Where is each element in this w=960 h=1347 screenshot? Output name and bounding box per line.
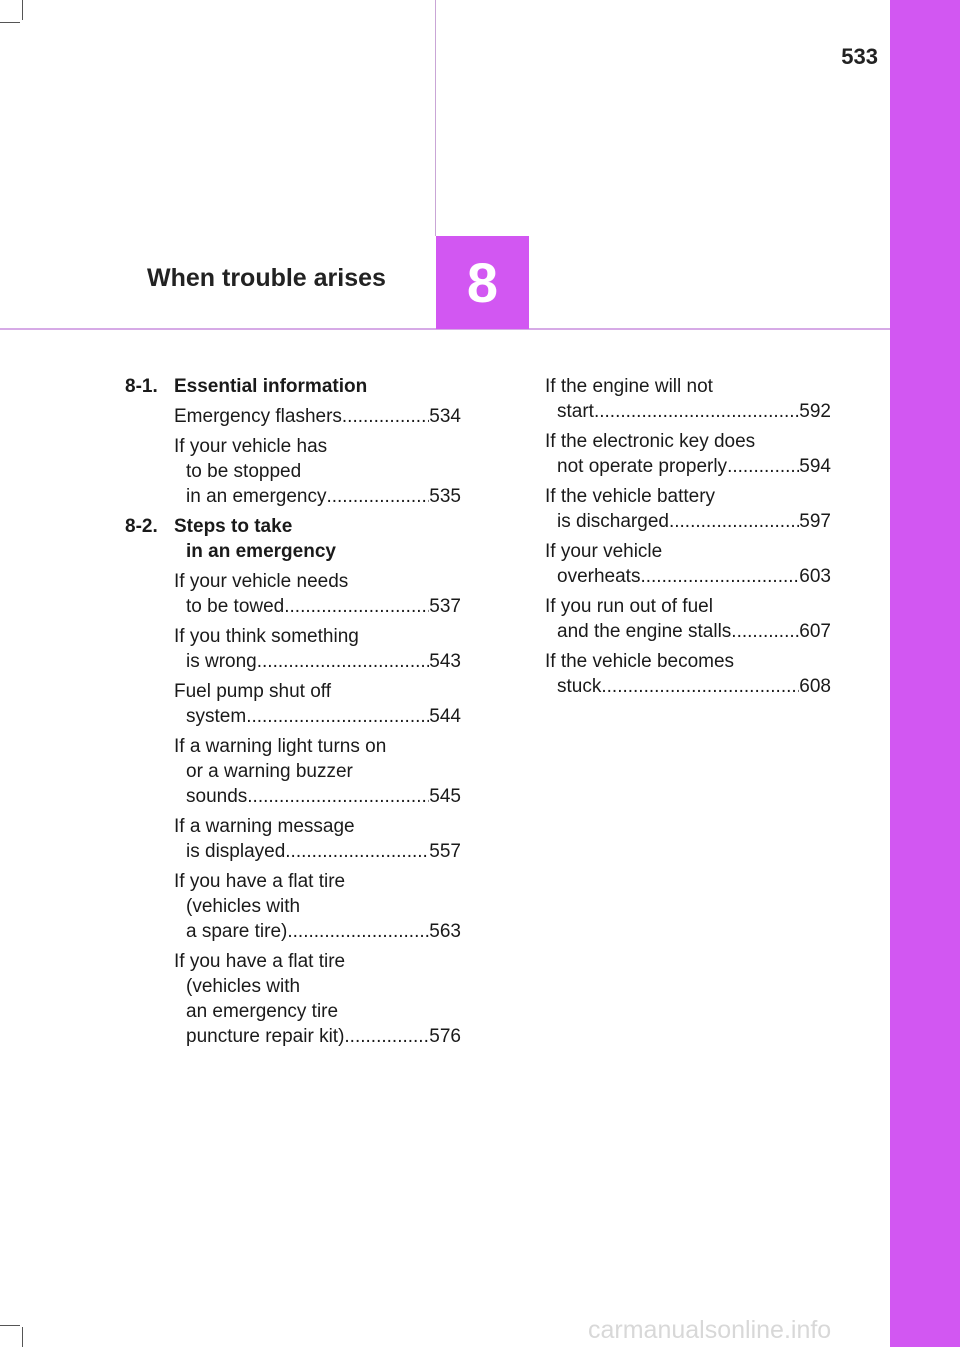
chapter-side-tab — [890, 0, 960, 1347]
toc-entry-line — [174, 484, 461, 509]
toc-entry-line: or a warning buzzer — [186, 761, 353, 782]
toc-page-number: 563 — [429, 921, 461, 942]
toc-leader-dots — [257, 649, 430, 674]
toc-section-title-line: in an emergency — [186, 541, 336, 562]
toc-page-number: 535 — [429, 486, 461, 507]
toc-entry-line: If you run out of fuel — [545, 596, 713, 617]
chapter-title: When trouble arises — [147, 264, 386, 292]
toc-entry[interactable] — [174, 814, 461, 864]
toc-section-heading[interactable] — [125, 374, 461, 399]
toc-leader-dots — [284, 594, 429, 619]
crop-mark — [0, 1325, 20, 1326]
toc-entry-line: Fuel pump shut off — [174, 681, 332, 702]
toc-entry-line: If a warning light turns on — [174, 736, 387, 757]
toc-entry-text: Emergency flashers — [174, 406, 342, 427]
toc-leader-dots — [247, 784, 429, 809]
toc-entry-text: is wrong — [186, 651, 257, 672]
toc-leader-dots — [731, 619, 799, 644]
toc-entry-line — [174, 594, 461, 619]
toc-page-number: 592 — [799, 401, 831, 422]
toc-entry-text: is discharged — [557, 511, 669, 532]
toc-entry-text: overheats — [557, 566, 641, 587]
toc-leader-dots — [601, 674, 799, 699]
toc-entry[interactable] — [545, 649, 831, 699]
toc-entry-line: If your vehicle — [545, 541, 663, 562]
toc-entry-line: If the vehicle battery — [545, 486, 716, 507]
toc-page-number: 603 — [799, 566, 831, 587]
toc-entry-line: If the vehicle becomes — [545, 651, 735, 672]
toc-page-number: 537 — [429, 596, 461, 617]
toc-entry-line — [545, 399, 831, 424]
toc-entry-line: If your vehicle has — [174, 436, 328, 457]
toc-entry-text: to be towed — [186, 596, 285, 617]
toc-entry[interactable] — [545, 594, 831, 644]
toc-page-number: 534 — [429, 406, 461, 427]
toc-entry-line — [545, 674, 831, 699]
toc-entry-line — [174, 649, 461, 674]
toc-entry-text: and the engine stalls — [557, 621, 732, 642]
toc-entry[interactable] — [545, 374, 831, 424]
toc-entry-line: (vehicles with — [186, 976, 301, 997]
toc-leader-dots — [344, 1024, 429, 1049]
toc-entry-line — [174, 839, 461, 864]
crop-mark — [0, 22, 20, 23]
toc-page-number: 594 — [799, 456, 831, 477]
toc-page-number: 557 — [429, 841, 461, 862]
toc-leader-dots — [594, 399, 799, 424]
toc-left-column — [125, 374, 461, 1054]
toc-entry-line: to be stopped — [186, 461, 302, 482]
toc-entry[interactable] — [174, 679, 461, 729]
toc-entry[interactable] — [174, 869, 461, 944]
toc-entry-text: stuck — [557, 676, 602, 697]
toc-entry-line: If your vehicle needs — [174, 571, 349, 592]
toc-entry-line: If you think something — [174, 626, 359, 647]
toc-entry-line: (vehicles with — [186, 896, 301, 917]
toc-entry-line: an emergency tire — [186, 1001, 339, 1022]
toc-entry-line: If the engine will not — [545, 376, 713, 397]
toc-page-number: 544 — [429, 706, 461, 727]
toc-entry-line — [545, 509, 831, 534]
toc-entry-text: is displayed — [186, 841, 286, 862]
toc-entry-text: sounds — [186, 786, 248, 807]
toc-entry-line — [545, 454, 831, 479]
chapter-number: 8 — [466, 251, 499, 314]
toc-entry-text: not operate properly — [557, 456, 728, 477]
toc-leader-dots — [727, 454, 799, 479]
toc-entry[interactable] — [174, 624, 461, 674]
toc-entry[interactable] — [174, 734, 461, 809]
header-vertical-rule — [435, 0, 436, 236]
toc-entry[interactable] — [174, 949, 461, 1049]
toc-page-number: 543 — [429, 651, 461, 672]
toc-entry-line: If a warning message — [174, 816, 355, 837]
toc-entry[interactable] — [545, 484, 831, 534]
toc-entry-line — [174, 704, 461, 729]
toc-entry-line: If you have a flat tire — [174, 871, 346, 892]
toc-leader-dots — [285, 839, 429, 864]
toc-entry-line: If the electronic key does — [545, 431, 756, 452]
toc-entry[interactable] — [174, 569, 461, 619]
toc-section-number: 8-2. — [125, 516, 158, 537]
chapter-number-box — [436, 236, 529, 329]
toc-entry-line — [174, 404, 461, 429]
toc-entry-line — [545, 564, 831, 589]
watermark: carmanualsonline.info — [588, 1316, 832, 1344]
toc-section-title-line: Essential information — [174, 376, 368, 397]
toc-entry-text: system — [186, 706, 247, 727]
toc-entry-text: a spare tire) — [186, 921, 288, 942]
toc-page-number: 545 — [429, 786, 461, 807]
toc-section-number: 8-1. — [125, 376, 158, 397]
toc-entry-line — [174, 1024, 461, 1049]
toc-right-column — [545, 374, 831, 704]
toc-entry-text: puncture repair kit) — [186, 1026, 345, 1047]
toc-leader-dots — [640, 564, 799, 589]
toc-entry[interactable] — [545, 539, 831, 589]
toc-leader-dots — [342, 404, 429, 429]
crop-mark — [22, 1327, 23, 1347]
toc-section-title-line: Steps to take — [174, 516, 293, 537]
toc-entry-line — [174, 784, 461, 809]
toc-page-number: 608 — [799, 676, 831, 697]
toc-entry[interactable] — [545, 429, 831, 479]
toc-entry-text: start — [557, 401, 594, 422]
toc-entry-line: If you have a flat tire — [174, 951, 346, 972]
toc-leader-dots — [287, 919, 429, 944]
toc-entry[interactable] — [174, 434, 461, 509]
crop-mark — [22, 0, 23, 20]
page-number: 533 — [841, 44, 878, 69]
toc-page-number: 597 — [799, 511, 831, 532]
toc-page-number: 576 — [429, 1026, 461, 1047]
toc-leader-dots — [669, 509, 799, 534]
toc-section-title — [174, 514, 461, 564]
toc-section-heading[interactable] — [125, 514, 461, 564]
toc-entry-line — [174, 919, 461, 944]
toc-page-number: 607 — [799, 621, 831, 642]
toc-entry-text: in an emergency — [186, 486, 327, 507]
toc-entry-line — [545, 619, 831, 644]
toc-entry[interactable] — [174, 404, 461, 429]
toc-leader-dots — [246, 704, 429, 729]
toc-section-title — [174, 374, 461, 399]
toc-leader-dots — [326, 484, 429, 509]
